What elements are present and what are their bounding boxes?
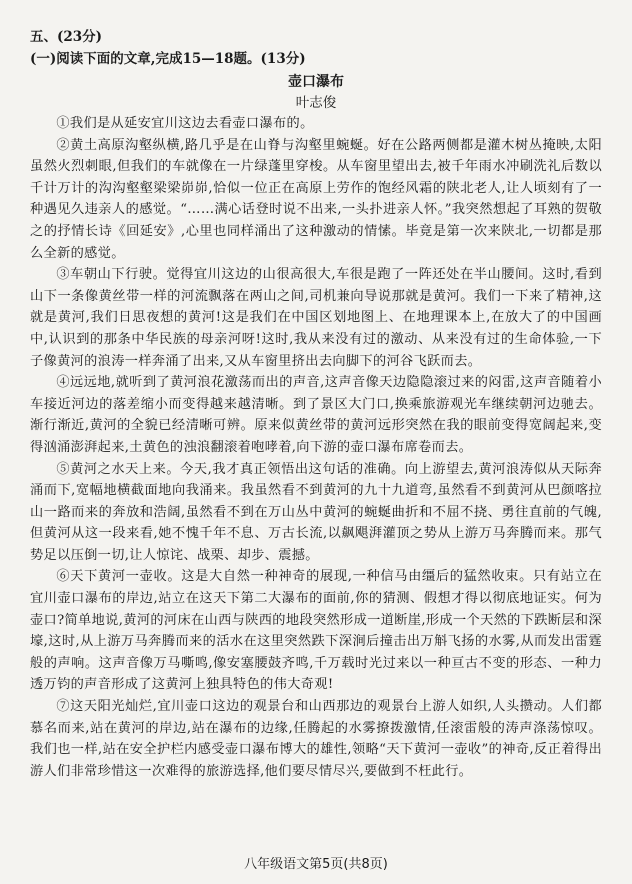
paragraph-6: ⑥天下黄河一壶收。这是大自然一种神奇的展现,一种信马由缰后的猛然收束。只有站立在宜川壶口瀑布的岸边,站立在这天下第二大瀑布的面前,你的猜测、假想才得以彻底地证实。何为壶口?简单地说,黄河的河床在山西与陕西的地段突然形成一道断崖,形成一个天然的下跌断层和深壕,这时,从上游万马奔腾而来的活水在这里突然跌下深涧后撞击出万斛飞扬的水雾,从而发出雷霆般的声响。这声音像万马嘶鸣,像安塞腰鼓齐鸣,千万载时光过来以一种亘古不变的形态、一种力透万钧的声音形成了这黄河上独具特色的伟大奇观!: [30, 569, 602, 693]
article-title: 壶口瀑布: [288, 74, 344, 90]
page-footer: 八年级语文第5页(共8页): [244, 857, 388, 872]
sub-heading: (一)阅读下面的文章,完成15—18题。(13分): [30, 51, 306, 67]
paragraph-4: ④远远地,就听到了黄河浪花激荡而出的声音,这声音像天边隐隐滚过来的闷雷,这声音随着小车接近河边的落差缩小而变得越来越清晰。到了景区大门口,换乘旅游观光车继续朝河边驰去。渐行渐近,黄河的全貌已经清晰可辨。原来似黄丝带的黄河远形突然在我的眼前变得宽阔起来,变得汹涌澎湃起来,土黄色的浊浪翻滚着咆哮着,向下游的壶口瀑布席卷而去。: [30, 375, 602, 455]
article-author: 叶志俊: [295, 95, 337, 111]
paragraph-1: ①我们是从延安宜川这边去看壶口瀑布的。: [56, 116, 314, 131]
paragraph-7: ⑦这天阳光灿烂,宜川壶口这边的观景台和山西那边的观景台上游人如织,人头攒动。人们都慕名而来,站在黄河的岸边,站在瀑布的边缘,任腾起的水雾撩拨激情,任滚雷般的涛声涤荡惊叹。我们也一样,站在安全护栏内感受壶口瀑布博大的雄性,领略“天下黄河一壶收”的神奇,反正着得出游人们非常珍惜这一次难得的旅游选择,他们要尽情尽兴,要做到不枉此行。: [30, 699, 602, 779]
paragraph-5: ⑤黄河之水天上来。今天,我才真正领悟出这句话的准确。向上游望去,黄河浪涛似从天际奔涌而下,宽幅地横截面地向我涌来。我虽然看不到黄河的九十九道弯,虽然看不到黄河从巴颜喀拉山一路而来的奔放和浩阔,虽然看不到在万山丛中黄河的蜿蜒曲折和不屈不挠、勇往直前的气魄,但黄河从这一段来看,她不愧千年不息、万古长流,以飙飓湃灌顶之势从上游万马奔腾而来。那气势足以压倒一切,让人惊诧、战栗、却步、震撼。: [30, 461, 602, 563]
paragraph-2: ②黄土高原沟壑纵横,路几乎是在山脊与沟壑里蜿蜒。好在公路两侧都是灌木树丛掩映,太阳虽然火烈刺眼,但我们的车就像在一片绿蓬里穿梭。从车窗里望出去,被千年雨水冲刷洗礼后数以千计万计的沟沟壑壑梁梁峁峁,恰似一位正在高原上劳作的饱经风霜的陕北老人,让人顷刻有了一种遇见久违亲人的感觉。“……满心话登时说不出来,一头扑进亲人怀。”我突然想起了耳熟的贺敬之的抒情长诗《回延安》,心里也同样涌出了这种激动的情愫。毕竟是第一次来陕北,一切都是那么全新的感觉。: [30, 137, 602, 261]
section-heading: 五、(23分): [30, 29, 103, 45]
paragraph-3: ③车朝山下行驶。觉得宜川这边的山很高很大,车很是跑了一阵还处在半山腰间。这时,看到山下一条像黄丝带一样的河流飘落在两山之间,司机兼向导说那就是黄河。我们一下来了精神,这就是黄河,我们日思夜想的黄河!这是我们在中国区划地图上、在地理课本上,在放大了的中国画中,认识到的那条中华民族的母亲河呀!这时,我从来没有过的激动、从来没有过的生命体验,一下子像黄河的浪涛一样奔涌了出来,又从车窗里挤出去向脚下的河谷飞跃而去。: [30, 267, 602, 369]
